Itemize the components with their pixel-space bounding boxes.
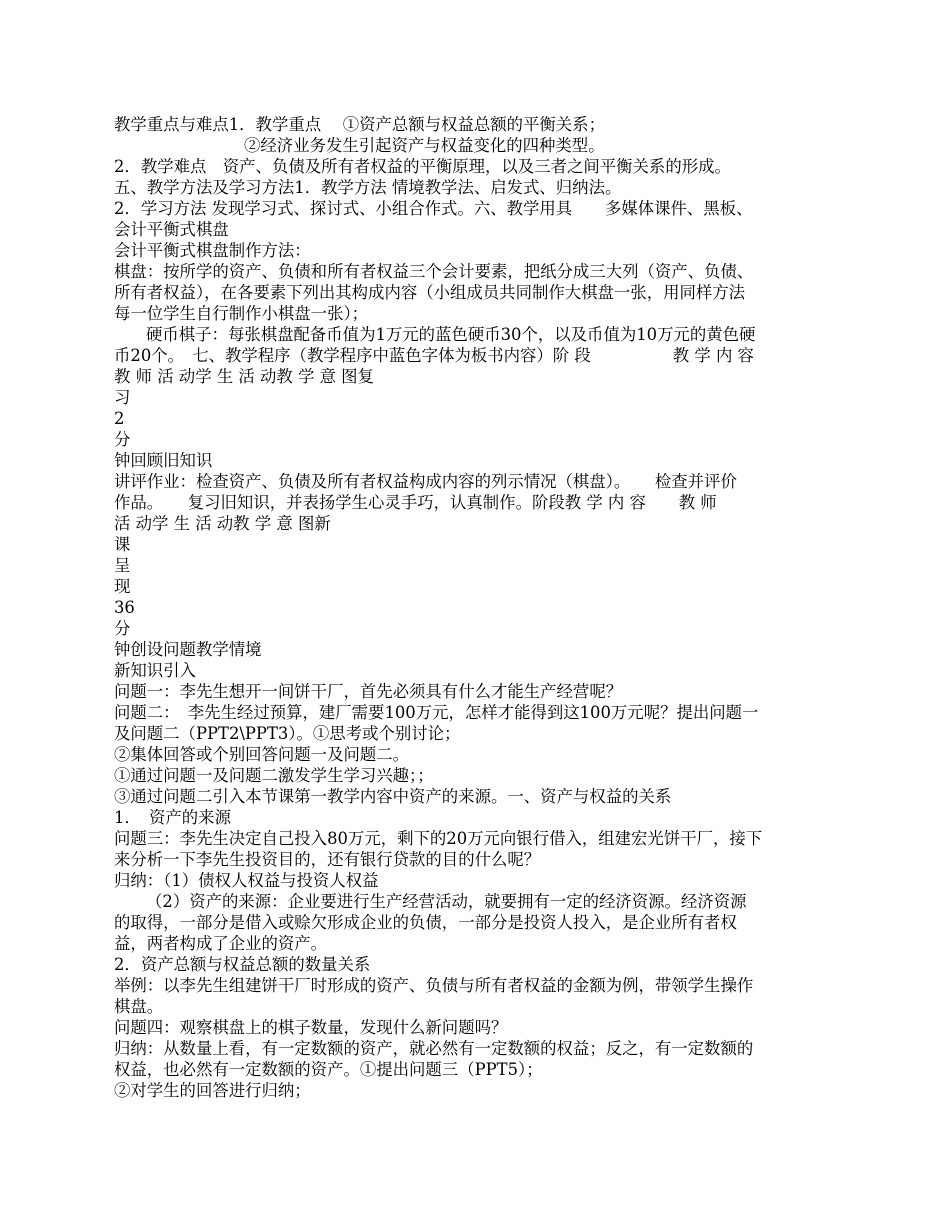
text-line: 2．资产总额与权益总额的数量关系 [114, 955, 371, 974]
text-line: 2 [114, 409, 125, 428]
text-line: 分 [114, 619, 131, 638]
text-line: 棋盘：按所学的资产、负债和所有者权益三个会计要素，把纸分成三大列（资产、负债、 [114, 262, 754, 281]
text-line: 的取得，一部分是借入或赊欠形成企业的负债，一部分是投资人投入，是企业所有者权 [114, 913, 737, 932]
text-line: 讲评作业：检查资产、负债及所有者权益构成内容的列示情况（棋盘）。 检查并评价 [114, 472, 737, 491]
text-line: 硬币棋子：每张棋盘配备币值为1万元的蓝色硬币30个，以及币值为10万元的黄色硬 [146, 325, 756, 344]
text-line: 36 [114, 598, 135, 617]
text-line: 益，两者构成了企业的资产。 [114, 934, 328, 953]
text-line: 及问题二（PPT2\PPT3）。①思考或个别讨论； [114, 724, 461, 743]
text-line: 棋盘。 [114, 997, 164, 1016]
text-line: 归纳：（1）债权人权益与投资人权益 [114, 871, 379, 890]
text-line: 币20个。 七、教学程序（教学程序中蓝色字体为板书内容）阶 段 教 学 内 容 [114, 346, 754, 365]
text-line: 会计平衡式棋盘 [114, 220, 229, 239]
text-line: 现 [114, 577, 131, 596]
text-line: 教学重点与难点1．教学重点 ①资产总额与权益总额的平衡关系； [114, 115, 605, 134]
text-line: 问题一：李先生想开一间饼干厂，首先必须具有什么才能生产经营呢？ [114, 682, 623, 701]
text-line: （2）资产的来源：企业要进行生产经营活动，就要拥有一定的经济资源。经济资源 [146, 892, 747, 911]
text-line: 问题三：李先生决定自己投入80万元，剩下的20万元向银行借入，组建宏光饼干厂，接下 [114, 829, 763, 848]
text-line: 作品。 复习旧知识，并表扬学生心灵手巧，认真制作。阶段教 学 内 容 教 师 [114, 493, 717, 512]
text-line: 钟创设问题教学情境 [114, 640, 262, 659]
text-line: 1． 资产的来源 [114, 808, 231, 827]
text-line: 五、教学方法及学习方法1．教学方法 情境教学法、启发式、归纳法。 [114, 178, 622, 197]
text-line: 会计平衡式棋盘制作方法： [114, 241, 311, 260]
text-line: 钟回顾旧知识 [114, 451, 213, 470]
text-line: 2．学习方法 发现学习式、探讨式、小组合作式。六、教学用具 多媒体课件、黑板、 [114, 199, 753, 218]
text-line: 2．教学难点 资产、负债及所有者权益的平衡原理，以及三者之间平衡关系的形成。 [114, 157, 731, 176]
text-line: ②集体回答或个别回答问题一及问题二。 [114, 745, 410, 764]
text-line: 分 [114, 430, 131, 449]
text-line: 习 [114, 388, 131, 407]
text-line: 活 动学 生 活 动教 学 意 图新 [114, 514, 331, 533]
text-line: 问题二： 李先生经过预算，建厂需要100万元，怎样才能得到这100万元呢？提出问题一 [114, 703, 759, 722]
text-line: 教 师 活 动学 生 活 动教 学 意 图复 [114, 367, 374, 386]
text-line: 每一位学生自行制作小棋盘一张）； [114, 304, 369, 323]
text-line: 权益，也必然有一定数额的资产。①提出问题三（PPT5）； [114, 1060, 543, 1079]
text-line: 课 [114, 535, 131, 554]
text-line: 新知识引入 [114, 661, 196, 680]
text-line: ②对学生的回答进行归纳； [114, 1081, 311, 1100]
text-line: 问题四：观察棋盘上的棋子数量，发现什么新问题吗？ [114, 1018, 508, 1037]
text-line: ③通过问题二引入本节课第一教学内容中资产的来源。一、资产与权益的关系 [114, 787, 672, 806]
text-line: 呈 [114, 556, 131, 575]
text-line: 归纳：从数量上看，有一定数额的资产，就必然有一定数额的权益；反之，有一定数额的 [114, 1039, 754, 1058]
text-line: 举例：以李先生组建饼干厂时形成的资产、负债与所有者权益的金额为例，带领学生操作 [114, 976, 754, 995]
text-line: 所有者权益），在各要素下列出其构成内容（小组成员共同制作大棋盘一张，用同样方法 [114, 283, 746, 302]
text-line: 来分析一下李先生投资目的，还有银行贷款的目的什么呢？ [114, 850, 541, 869]
text-line: ①通过问题一及问题二激发学生学习兴趣；； [114, 766, 434, 785]
text-line: ②经济业务发生引起资产与权益变化的四种类型。 [244, 136, 605, 155]
